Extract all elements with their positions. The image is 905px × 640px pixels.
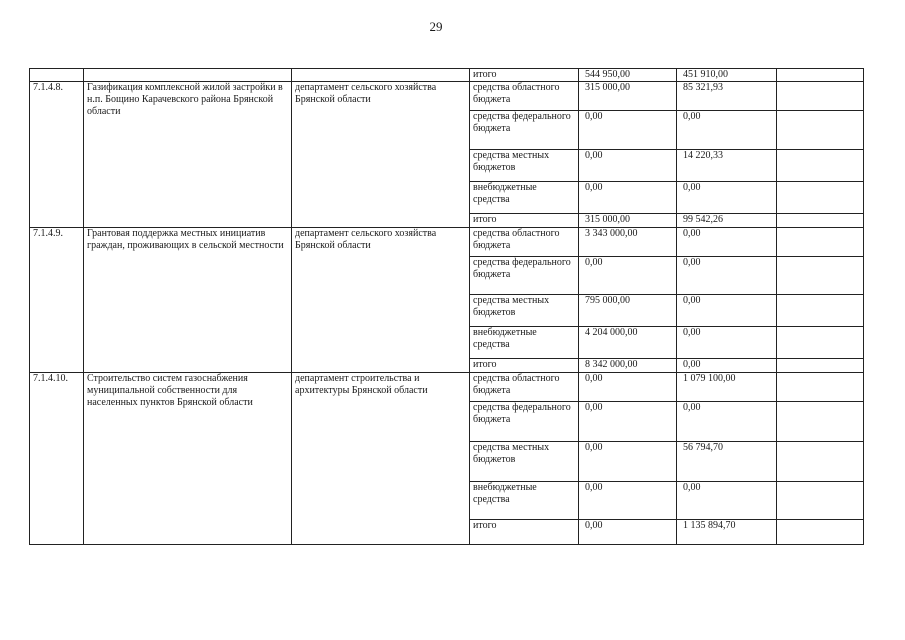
fin-source-cell: средства местных бюджетов — [470, 150, 579, 182]
extra-cell — [777, 214, 864, 228]
item-code: 7.1.4.10. — [30, 373, 84, 545]
plan-cell: 795 000,00 — [579, 295, 677, 327]
fin-source-cell: средства областного бюджета — [470, 373, 579, 402]
item-executor: департамент строительства и архитектуры Брянской области — [292, 373, 470, 545]
fact-cell: 0,00 — [677, 111, 777, 150]
item-name: Газификация комплексной жилой застройки в н.п. Бощино Карачевского района Брянской области — [84, 82, 292, 228]
fin-source-cell: средства местных бюджетов — [470, 442, 579, 482]
fact-cell: 14 220,33 — [677, 150, 777, 182]
table-row — [30, 228, 864, 257]
extra-cell — [777, 150, 864, 182]
fact-cell: 85 321,93 — [677, 82, 777, 111]
executor-cell — [292, 69, 470, 82]
extra-cell — [777, 111, 864, 150]
fin-source-cell: внебюджетные средства — [470, 327, 579, 359]
table-row — [30, 373, 864, 402]
fact-cell: 451 910,00 — [677, 69, 777, 82]
plan-cell: 4 204 000,00 — [579, 327, 677, 359]
fin-source-cell: итого — [470, 520, 579, 545]
extra-cell — [777, 82, 864, 111]
fin-source-cell: средства областного бюджета — [470, 228, 579, 257]
fact-cell: 1 135 894,70 — [677, 520, 777, 545]
plan-cell: 0,00 — [579, 257, 677, 295]
extra-cell — [777, 402, 864, 442]
table-row — [30, 82, 864, 111]
extra-cell — [777, 182, 864, 214]
plan-cell: 8 342 000,00 — [579, 359, 677, 373]
plan-cell: 544 950,00 — [579, 69, 677, 82]
fact-cell: 0,00 — [677, 228, 777, 257]
item-code: 7.1.4.9. — [30, 228, 84, 373]
fact-cell: 0,00 — [677, 257, 777, 295]
fin-source-cell: итого — [470, 214, 579, 228]
fact-cell: 0,00 — [677, 327, 777, 359]
fin-source-cell: средства местных бюджетов — [470, 295, 579, 327]
plan-cell: 0,00 — [579, 442, 677, 482]
extra-cell — [777, 373, 864, 402]
fact-cell: 0,00 — [677, 182, 777, 214]
item-name: Строительство систем газоснабжения муниципальной собственности для населенных пунктов Брянской области — [84, 373, 292, 545]
plan-cell: 315 000,00 — [579, 82, 677, 111]
item-executor: департамент сельского хозяйства Брянской области — [292, 228, 470, 373]
fin-source-cell: итого — [470, 69, 579, 82]
fact-cell: 1 079 100,00 — [677, 373, 777, 402]
plan-cell: 315 000,00 — [579, 214, 677, 228]
extra-cell — [777, 327, 864, 359]
extra-cell — [777, 257, 864, 295]
budget-table — [29, 68, 864, 545]
plan-cell: 0,00 — [579, 111, 677, 150]
extra-cell — [777, 295, 864, 327]
item-name: Грантовая поддержка местных инициатив граждан, проживающих в сельской местности — [84, 228, 292, 373]
plan-cell: 3 343 000,00 — [579, 228, 677, 257]
extra-cell — [777, 520, 864, 545]
extra-cell — [777, 228, 864, 257]
fact-cell: 56 794,70 — [677, 442, 777, 482]
plan-cell: 0,00 — [579, 482, 677, 520]
fin-source-cell: средства федерального бюджета — [470, 111, 579, 150]
fact-cell: 99 542,26 — [677, 214, 777, 228]
plan-cell: 0,00 — [579, 373, 677, 402]
fin-source-cell: средства федерального бюджета — [470, 257, 579, 295]
fin-source-cell: внебюджетные средства — [470, 482, 579, 520]
item-code: 7.1.4.8. — [30, 82, 84, 228]
plan-cell: 0,00 — [579, 520, 677, 545]
fact-cell: 0,00 — [677, 402, 777, 442]
fact-cell: 0,00 — [677, 295, 777, 327]
fin-source-cell: внебюджетные средства — [470, 182, 579, 214]
name-cell — [84, 69, 292, 82]
extra-cell — [777, 482, 864, 520]
extra-cell — [777, 442, 864, 482]
fin-source-cell: итого — [470, 359, 579, 373]
plan-cell: 0,00 — [579, 150, 677, 182]
plan-cell: 0,00 — [579, 402, 677, 442]
fact-cell: 0,00 — [677, 482, 777, 520]
extra-cell — [777, 359, 864, 373]
item-executor: департамент сельского хозяйства Брянской области — [292, 82, 470, 228]
fact-cell: 0,00 — [677, 359, 777, 373]
code-cell — [30, 69, 84, 82]
extra-cell — [777, 69, 864, 82]
plan-cell: 0,00 — [579, 182, 677, 214]
fin-source-cell: средства областного бюджета — [470, 82, 579, 111]
table-row — [30, 69, 864, 82]
fin-source-cell: средства федерального бюджета — [470, 402, 579, 442]
page-number: 29 — [429, 19, 443, 34]
